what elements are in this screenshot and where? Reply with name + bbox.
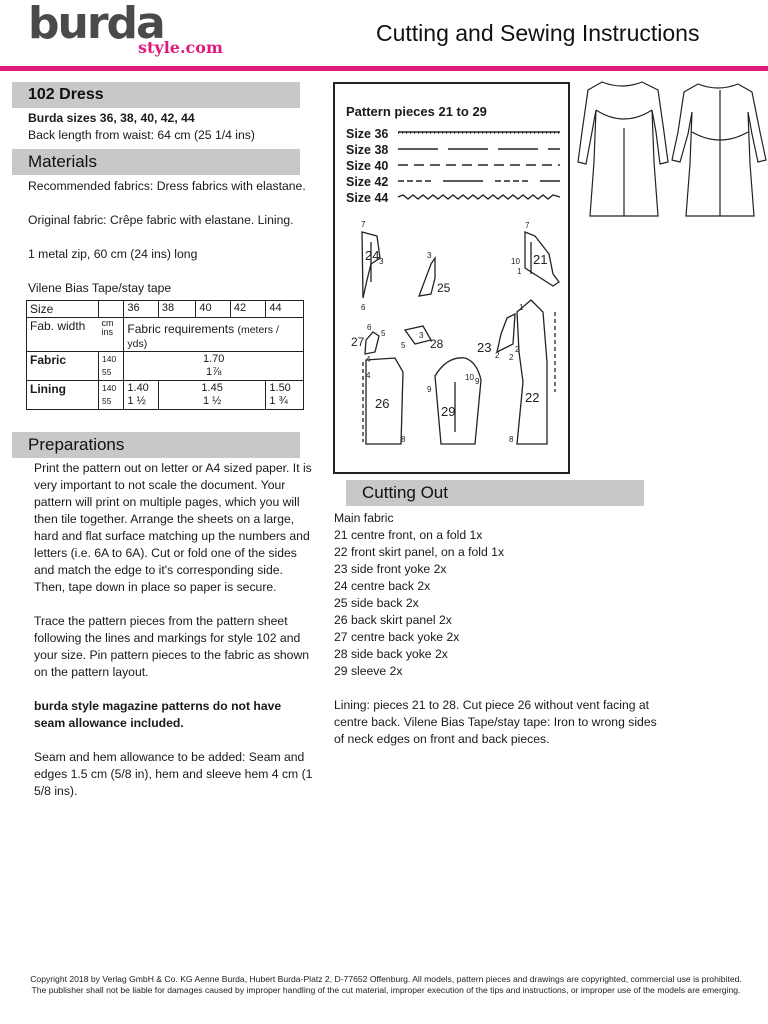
marker-label: 2 xyxy=(495,351,500,360)
marker-label: 8 xyxy=(509,435,514,444)
list-item: 28 side back yoke 2x xyxy=(334,647,448,661)
fab-width-label: Fab. width xyxy=(27,318,99,352)
list-item: 23 side front yoke 2x xyxy=(334,562,447,576)
lining-44 xyxy=(266,381,304,410)
header-divider xyxy=(0,66,768,71)
size-legend-item: Size 36 xyxy=(346,127,389,141)
marker-label: 4 xyxy=(366,355,371,364)
marker-label: 6 xyxy=(367,323,372,332)
model-title: 102 Dress xyxy=(12,82,300,108)
front-yoke-seam xyxy=(596,110,652,119)
list-item: 22 front skirt panel, on a fold 1x xyxy=(334,545,505,559)
model-back-length: Back length from waist: 64 cm (25 1/4 ins) xyxy=(28,128,255,142)
list-item: 26 back skirt panel 2x xyxy=(334,613,452,627)
lining-widths xyxy=(99,381,124,410)
marker-label: 3 xyxy=(427,251,432,260)
table-row xyxy=(27,301,304,318)
piece-number: 22 xyxy=(525,390,540,405)
size-legend xyxy=(346,126,388,206)
main-fabric-label: Main fabric xyxy=(334,511,394,525)
list-item: 29 sleeve 2x xyxy=(334,664,403,678)
piece-number: 28 xyxy=(430,337,444,351)
size-44-line xyxy=(398,195,560,199)
size-line-styles xyxy=(395,124,567,206)
size-cell: 42 xyxy=(230,301,266,318)
table-row xyxy=(27,381,304,410)
document-title: Cutting and Sewing Instructions xyxy=(376,20,700,46)
width-cm: 140 xyxy=(102,383,117,393)
logo-burda: burda xyxy=(28,0,164,49)
preparations-paragraph: Seam and hem allowance to be added: Seam and edges 1.5 cm (5/8 in), hem and sleeve hem 4 cm (1 5/8 ins). xyxy=(34,750,313,798)
lining-36-yards: 1 ½ xyxy=(127,395,146,407)
marker-label: 2 xyxy=(515,345,520,354)
lining-44-yards: 1 ¾ xyxy=(269,395,288,407)
logo-stylecom: style.com xyxy=(138,38,223,57)
preparations-heading: Preparations xyxy=(12,432,300,458)
fabric-amount xyxy=(124,352,304,381)
lining-36-meters: 1.40 xyxy=(127,382,149,394)
preparations-paragraph: Print the pattern out on letter or A4 sized paper. It is very important to not scale the document. Your pattern will print on multiple pages, which you will then tile together. Arrange the sheets on a large, hard and flat surface matching up the numbers and letters (i.e. 6A to 6A). Cut or fold one of the sides and match the edge to it's corresponding side. Then, tape down in place so paper is secure. xyxy=(34,461,312,594)
marker-label: 4 xyxy=(366,371,371,380)
size-legend-item: Size 40 xyxy=(346,159,389,173)
model-info xyxy=(28,110,308,144)
materials-zip: 1 metal zip, 60 cm (24 ins) long xyxy=(28,247,198,261)
requirements-header xyxy=(124,318,304,352)
width-cm: 140 xyxy=(102,354,117,364)
pattern-piece-22 xyxy=(517,300,547,444)
piece-number: 24 xyxy=(365,248,380,263)
cutting-out-heading: Cutting Out xyxy=(346,480,644,506)
table-row xyxy=(27,352,304,381)
preparations-text xyxy=(34,460,314,800)
table-row xyxy=(27,318,304,352)
lining-instructions: Lining: pieces 21 to 28. Cut piece 26 without vent facing at centre back. Vilene Bias Tape/stay tape: Iron to wrong sides of neck edges on front and back pieces. xyxy=(334,698,657,746)
pattern-pieces-title: Pattern pieces 21 to 29 xyxy=(346,104,487,119)
pattern-piece-23 xyxy=(497,314,515,352)
list-item: 27 centre back yoke 2x xyxy=(334,630,460,644)
cutting-list xyxy=(334,510,664,748)
size-legend-item: Size 38 xyxy=(346,143,389,157)
marker-label: 9 xyxy=(427,385,432,394)
pattern-piece-25 xyxy=(419,258,435,296)
materials-recommended: Recommended fabrics: Dress fabrics with elastane. xyxy=(28,179,306,193)
list-item: 25 side back 2x xyxy=(334,596,419,610)
lining-mid-meters: 1.45 xyxy=(201,382,223,394)
list-item: 24 centre back 2x xyxy=(334,579,431,593)
marker-label: 8 xyxy=(401,435,406,444)
marker-label: 10 xyxy=(465,373,474,382)
dress-technical-drawing xyxy=(572,72,768,232)
size-cell: 38 xyxy=(158,301,196,318)
pattern-piece-27 xyxy=(365,332,379,354)
piece-number: 29 xyxy=(441,404,456,419)
materials-text xyxy=(28,178,308,297)
marker-label: 1 xyxy=(519,303,524,312)
marker-label: 5 xyxy=(401,341,406,350)
pattern-piece-28 xyxy=(405,326,431,344)
copyright-footer: Copyright 2018 by Verlag GmbH & Co. KG Aenne Burda, Hubert Burda-Platz 2, D-77652 Offenburg. All models, pattern pieces and drawings are copyrighted, commercial use is prohibited. The publisher shall not be liable for damages caused by improper handling of the cut material, improper execution of the tips and instructions, or improper use of the models are emerging. xyxy=(30,974,742,995)
fabric-meters: 1.70 xyxy=(202,353,225,365)
marker-label: 3 xyxy=(379,257,384,266)
lining-36 xyxy=(124,381,158,410)
fabric-label: Fabric xyxy=(27,352,99,381)
width-ins: 55 xyxy=(102,367,112,377)
seam-allowance-note: burda style magazine patterns do not have seam allowance included. xyxy=(34,699,282,730)
marker-label: 2 xyxy=(509,353,514,362)
unit-cm: cm xyxy=(101,318,114,328)
fabric-yards: 1⅞ xyxy=(206,366,222,378)
size-legend-item: Size 44 xyxy=(346,191,389,205)
pattern-piece-29 xyxy=(435,358,481,444)
dress-front-sketch xyxy=(578,82,668,216)
lining-mid-yards: 1 ½ xyxy=(202,395,222,407)
marker-label: 1 xyxy=(517,267,522,276)
piece-number: 23 xyxy=(477,340,492,355)
dress-back-sketch xyxy=(672,84,766,216)
size-label: Size xyxy=(27,301,99,318)
piece-number: 21 xyxy=(533,252,548,267)
size-cell: 36 xyxy=(124,301,158,318)
list-item: 21 centre front, on a fold 1x xyxy=(334,528,483,542)
piece-number: 26 xyxy=(375,396,390,411)
requirements-units: (meters / yds) xyxy=(127,324,279,350)
piece-number: 27 xyxy=(351,335,365,349)
lining-label: Lining xyxy=(27,381,99,410)
marker-label: 5 xyxy=(381,329,386,338)
unit-ins: ins xyxy=(101,327,114,337)
requirements-label: Fabric requirements xyxy=(127,322,235,336)
lining-38-42 xyxy=(158,381,266,410)
piece-number: 25 xyxy=(437,281,451,295)
model-sizes: Burda sizes 36, 38, 40, 42, 44 xyxy=(28,111,195,125)
materials-original: Original fabric: Crêpe fabric with elastane. Lining. xyxy=(28,213,294,227)
fabric-requirements-table xyxy=(26,300,304,410)
materials-heading: Materials xyxy=(12,149,300,175)
size-cell: 44 xyxy=(266,301,304,318)
lining-44-meters: 1.50 xyxy=(269,382,291,394)
width-units xyxy=(99,318,124,352)
materials-tape: Vilene Bias Tape/stay tape xyxy=(28,281,172,295)
fabric-widths xyxy=(99,352,124,381)
marker-label: 3 xyxy=(419,331,424,340)
size-legend-item: Size 42 xyxy=(346,175,389,189)
preparations-paragraph: Trace the pattern pieces from the pattern sheet following the lines and markings for style 102 and your size. Pin pattern pieces to the fabric as shown on the pattern layout. xyxy=(34,614,310,679)
pattern-pieces-box xyxy=(333,82,570,474)
size-cell: 40 xyxy=(196,301,230,318)
pattern-pieces-diagram xyxy=(335,212,568,474)
marker-label: 9 xyxy=(475,377,480,386)
width-ins: 55 xyxy=(102,396,112,406)
marker-label: 6 xyxy=(361,303,366,312)
marker-label: 7 xyxy=(361,220,366,229)
marker-label: 7 xyxy=(525,221,530,230)
marker-label: 10 xyxy=(511,257,520,266)
